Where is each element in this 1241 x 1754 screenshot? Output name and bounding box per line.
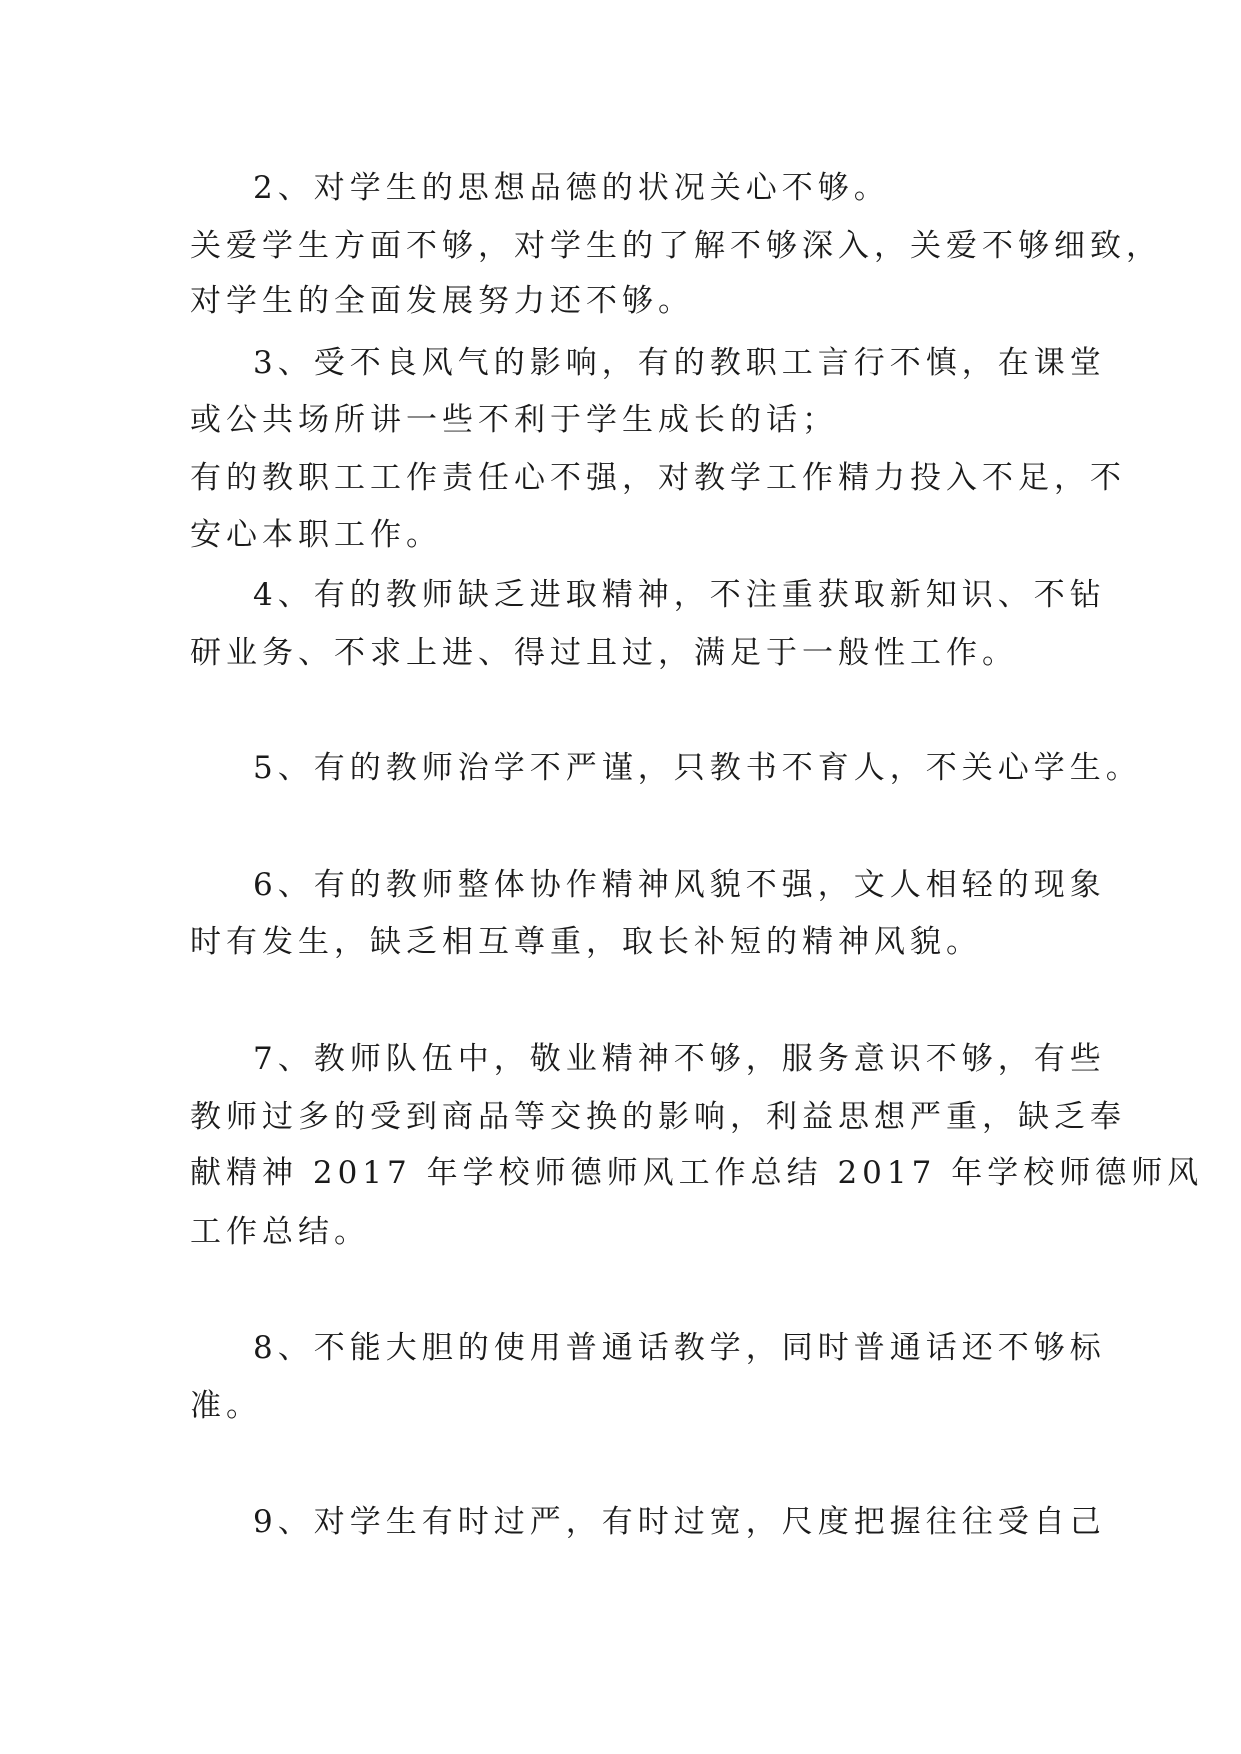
text-line: 6、有的教师整体协作精神风貌不强，文人相轻的现象 — [253, 867, 1106, 903]
text-line: 3、受不良风气的影响，有的教职工言行不慎，在课堂 — [253, 345, 1106, 381]
text-line: 4、有的教师缺乏进取精神，不注重获取新知识、不钻 — [253, 577, 1106, 613]
text-line: 8、不能大胆的使用普通话教学，同时普通话还不够标 — [253, 1330, 1106, 1366]
text-line: 关爱学生方面不够，对学生的了解不够深入，关爱不够细致， — [190, 228, 1162, 264]
text-line: 研业务、不求上进、得过且过，满足于一般性工作。 — [190, 635, 1018, 671]
text-line: 准。 — [190, 1388, 262, 1424]
text-line: 教师过多的受到商品等交换的影响，利益思想严重，缺乏奉 — [190, 1099, 1126, 1135]
text-line: 对学生的全面发展努力还不够。 — [190, 283, 694, 319]
text-line: 工作总结。 — [190, 1214, 370, 1250]
text-line: 或公共场所讲一些不利于学生成长的话； — [190, 402, 838, 438]
text-line: 9、对学生有时过严，有时过宽，尺度把握往往受自己 — [253, 1504, 1106, 1540]
text-line: 7、教师队伍中，敬业精神不够，服务意识不够，有些 — [253, 1041, 1106, 1077]
text-line: 有的教职工工作责任心不强，对教学工作精力投入不足，不 — [190, 460, 1126, 496]
text-line: 安心本职工作。 — [190, 517, 442, 553]
text-line: 5、有的教师治学不严谨，只教书不育人，不关心学生。 — [253, 750, 1142, 786]
text-line: 献精神 2017 年学校师德师风工作总结 2017 年学校师德师风 — [190, 1155, 1204, 1191]
text-line: 2、对学生的思想品德的状况关心不够。 — [253, 170, 890, 206]
text-line: 时有发生，缺乏相互尊重，取长补短的精神风貌。 — [190, 924, 982, 960]
